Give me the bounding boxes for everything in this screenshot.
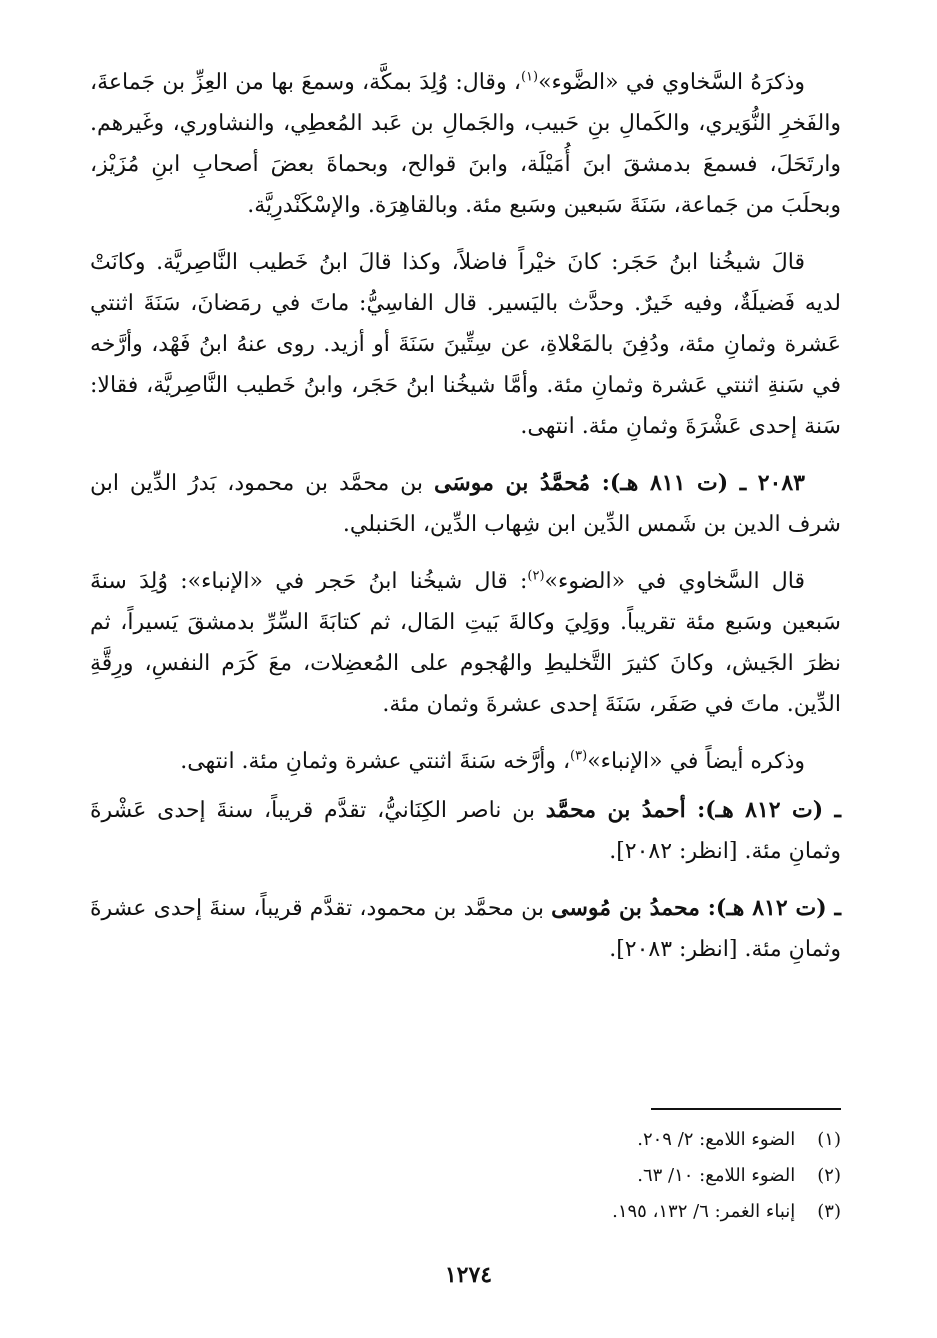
paragraph-1-after: ، وقال: وُلِدَ بمكَّة، وسمعَ بها من العِزِّ بن جَماعةَ، والفَخرِ النُّوَيري، والكَمالِ بنِ حَبيب، والجَمالِ بن عَبد المُعطِي، والنشاوري، وغَيرهم. وارتَحَلَ، فسمعَ بدمشقَ ابنَ أُمَيْلَة، وابنَ قوالح، وبحماةَ بعضَ أصحابِ ابنِ مُزَيْز، وبحلَبَ من جَماعة، سَنَةَ سَبعين وسَبع مئة. وبالقاهِرَة. والإسْكَنْدرِيَّة. xyxy=(90,70,841,218)
footnote-2-text: الضوء اللامع: ١٠/ ٦٣. xyxy=(637,1165,796,1186)
paragraph-4-before: قال السَّخاوي في «الضوء» xyxy=(544,569,806,594)
paragraph-5-after: ، وأرَّخه سَنةَ اثنتي عشرة وثمانِ مئة. انتهى. xyxy=(180,749,571,774)
cross-ref-entry-2-heading: ـ (ت ٨١٢ هـ): محمدُ بن مُوسى xyxy=(551,895,841,921)
cross-ref-entry-2 xyxy=(90,888,841,970)
entry-2083-heading: ٢٠٨٣ ـ (ت ٨١١ هـ): مُحمَّدُ بن موسَى xyxy=(433,470,805,496)
cross-ref-entry-2-text: بن محمَّد بن محمود، تقدَّم قريباً، سنةَ إحدى عشرةَ وثمانِ مئة. [انظر: ٢٠٨٣]. xyxy=(90,896,841,962)
footnote-ref-3: (٣) xyxy=(570,748,588,764)
footnote-3-text: إنباء الغمر: ٦/ ١٣٢، ١٩٥. xyxy=(612,1201,796,1222)
cross-ref-entry-1 xyxy=(90,790,841,872)
footnote-3-number: (٣) xyxy=(817,1201,841,1222)
page-number: ١٢٧٤ xyxy=(444,1262,493,1288)
footnote-divider xyxy=(651,1108,841,1110)
footnotes xyxy=(90,1122,841,1230)
paragraph-5-before: وذكره أيضاً في «الإنباء» xyxy=(587,749,805,774)
paragraph-4-after: : قال شيخُنا ابنُ حَجر في «الإنباء»: وُلِدَ سنةَ سَبعين وسَبع مئة تقريباً. ووَلِيَ وكالةَ بَيتِ المَال، ثم كتابَةَ السِّرِّ بدمشقَ يَسيراً، ثم نظرَ الجَيش، وكانَ كثيرَ التَّخليطِ والهُجوم على المُعضِلات، معَ كَرَم النفسِ، ورِقَّةِ الدِّين. ماتَ في صَفَر، سَنَةَ إحدى عشرةَ وثمان مئة. xyxy=(90,569,841,717)
footnote-2 xyxy=(90,1158,841,1194)
paragraph-5 xyxy=(90,741,841,782)
paragraph-2 xyxy=(90,242,841,447)
footnote-1-number: (١) xyxy=(817,1129,841,1150)
footnote-3 xyxy=(90,1194,841,1230)
paragraph-4 xyxy=(90,561,841,725)
footnote-1-text: الضوء اللامع: ٢/ ٢٠٩. xyxy=(637,1129,796,1150)
paragraph-1 xyxy=(90,62,841,226)
footnote-ref-2: (٢) xyxy=(527,568,545,584)
footnote-1 xyxy=(90,1122,841,1158)
paragraph-2-text: قالَ شيخُنا ابنُ حَجَر: كانَ خيْراً فاضلاً، وكذا قالَ ابنُ خَطيب النَّاصِريَّة. وكانَتْ لديه فَضيلَةٌ، وفيه خَيرٌ. وحدَّث باليَسير. قال الفاسِيُّ: ماتَ في رمَضانَ، سَنَةَ اثنتي عَشرة وثمانِ مئة، ودُفِنَ بالمَعْلاةِ، عن سِتِّينَ سَنَةَ أو أزيد. روى عنهُ ابنُ فَهْد، وأرَّخه في سَنةِ اثنتي عَشرة وثمانِ مئة. وأمَّا شيخُنا ابنُ حَجَر، وابنُ خَطيب النَّاصِريَّة، فقالا: سَنة إحدى عَشْرَةَ وثمانِ مئة. انتهى. xyxy=(90,250,841,439)
entry-2083 xyxy=(90,463,841,545)
footnote-2-number: (٢) xyxy=(817,1165,841,1186)
cross-ref-entry-1-heading: ـ (ت ٨١٢ هـ): أحمدُ بن محمَّد xyxy=(545,797,841,823)
footnote-ref-1: (١) xyxy=(520,69,539,85)
entry-2083-text: بن محمَّد بن محمود، بَدرُ الدِّين ابن شرف الدين بن شَمس الدِّين ابن شِهاب الدِّين، الحَنبلي. xyxy=(90,471,841,537)
page-body xyxy=(90,62,841,986)
paragraph-1-before: وذكرَهُ السَّخاوي في «الضَّوء» xyxy=(538,70,805,95)
cross-ref-entry-1-text: بن ناصر الكِنَانيُّ، تقدَّم قريباً، سنةَ إحدى عَشْرةَ وثمانِ مئة. [انظر: ٢٠٨٢]. xyxy=(90,798,841,864)
